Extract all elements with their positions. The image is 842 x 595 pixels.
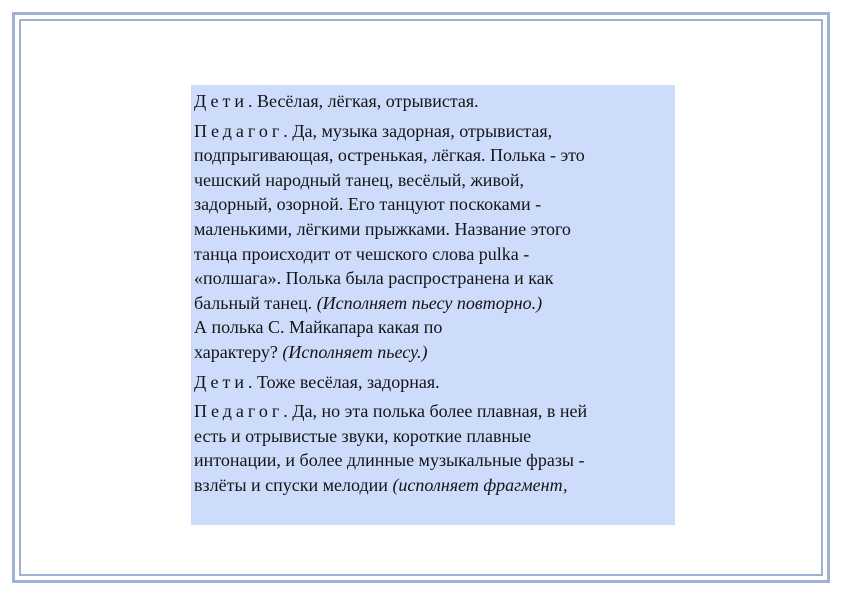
- paragraph-children-2: [194, 370, 671, 395]
- speaker-label: Дети: [194, 371, 248, 392]
- text-line: задорный, озорной. Его танцуют поскоками -: [194, 194, 542, 215]
- text-line: маленькими, лёгкими прыжками. Название этого: [194, 218, 571, 239]
- text-line: [194, 291, 671, 316]
- text-line: [194, 89, 671, 114]
- stage-direction: (Исполняет пьесу.): [282, 341, 428, 362]
- text-line: [194, 340, 671, 365]
- line-text: . Да, но эта полька более плавная, в ней: [283, 401, 588, 422]
- text-line: подпрыгивающая, остренькая, лёгкая. Полька - это: [194, 145, 585, 166]
- line-text: . Да, музыка задорная, отрывистая,: [283, 120, 553, 141]
- dialogue-text-box: [191, 85, 675, 525]
- text-line: [194, 399, 671, 424]
- text-line: интонации, и более длинные музыкальные фразы -: [194, 450, 585, 471]
- text-line: танца происходит от чешского слова pulka -: [194, 243, 530, 264]
- line-text: бальный танец.: [194, 292, 313, 313]
- line-text: . Весёлая, лёгкая, отрывистая.: [248, 91, 479, 111]
- paragraph-teacher-1: [194, 119, 671, 365]
- text-line: [194, 119, 671, 144]
- speaker-label: Педагог: [194, 120, 284, 141]
- stage-direction: (Исполняет пьесу повторно.): [316, 292, 543, 313]
- text-line: «полшага». Полька была распространена и как: [194, 268, 554, 289]
- text-line: А полька С. Майкапара какая по: [194, 317, 443, 338]
- text-line: чешский народный танец, весёлый, живой,: [194, 169, 524, 190]
- paragraph-teacher-2: [194, 399, 671, 497]
- speaker-label: Дети: [194, 91, 248, 111]
- speaker-label: Педагог: [194, 401, 284, 422]
- line-text: взлёты и спуски мелодии: [194, 474, 388, 495]
- paragraph-children-1: [194, 89, 671, 114]
- line-text: характеру?: [194, 341, 278, 362]
- line-text: . Тоже весёлая, задорная.: [248, 371, 440, 392]
- stage-direction: (исполняет фрагмент,: [392, 474, 568, 495]
- text-line: [194, 370, 671, 395]
- text-line: [194, 473, 671, 498]
- text-line: есть и отрывистые звуки, короткие плавные: [194, 425, 532, 446]
